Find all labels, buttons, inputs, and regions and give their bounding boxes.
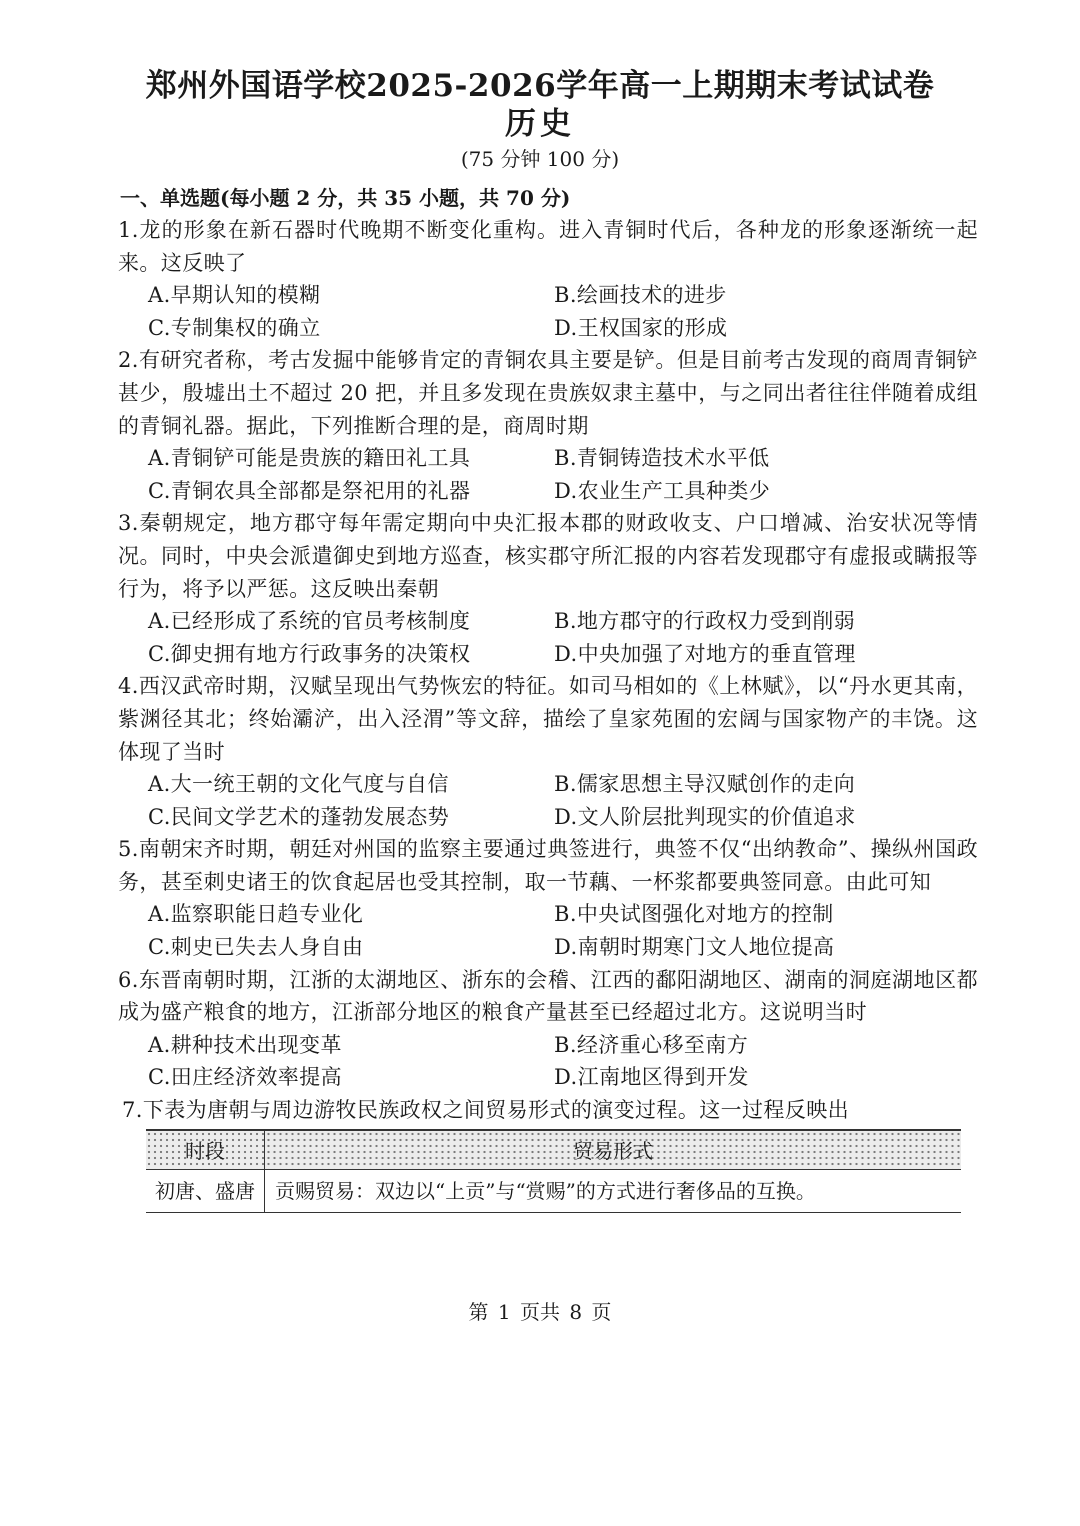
option-d: D.南朝时期寒门文人地位提高	[554, 935, 835, 960]
option-b: B.中央试图强化对地方的控制	[554, 902, 834, 927]
question-4	[118, 670, 978, 833]
option-grid	[148, 442, 978, 507]
option-b: B.儒家思想主导汉赋创作的走向	[554, 772, 856, 797]
question-stem: 5.南朝宋齐时期，朝廷对州国的监察主要通过典签进行，典签不仅“出纳教命”、操纵州国政务，甚至刺史诸王的饮食起居也受其控制，取一节藕、一杯浆都要典签同意。由此可知	[118, 837, 978, 894]
option-a: A.监察职能日趋专业化	[148, 902, 364, 927]
question-stem: 2.有研究者称，考古发掘中能够肯定的青铜农具主要是铲。但是目前考古发现的商周青铜铲甚少，殷墟出土不超过 20 把，并且多发现在贵族奴隶主墓中，与之同出者往往伴随着成组的青铜礼器。据此，下列推断合理的是，商周时期	[118, 348, 978, 438]
option-a: A.已经形成了系统的官员考核制度	[148, 609, 471, 634]
option-grid	[148, 898, 978, 963]
table-row	[146, 1169, 961, 1212]
option-c: C.民间文学艺术的蓬勃发展态势	[148, 804, 449, 829]
question-5	[118, 833, 978, 963]
question-7	[118, 1094, 978, 1213]
question-list	[118, 214, 978, 1213]
option-c: C.御史拥有地方行政事务的决策权	[148, 641, 471, 666]
question-2	[118, 344, 978, 507]
table-header-period: 时段	[146, 1130, 265, 1170]
question-stem: 4.西汉武帝时期，汉赋呈现出气势恢宏的特征。如司马相如的《上林赋》，以“丹水更其南，紫渊径其北；终始灞浐，出入泾渭”等文辞，描绘了皇家苑囿的宏阔与国家物产的丰饶。这体现了当时	[118, 674, 978, 764]
option-b: B.经济重心移至南方	[554, 1032, 749, 1057]
question-3	[118, 507, 978, 670]
section-heading: 一、单选题(每小题 2 分，共 35 小题，共 70 分)	[120, 186, 571, 210]
option-c: C.青铜农具全部都是祭祀用的礼器	[148, 478, 471, 503]
option-a: A.大一统王朝的文化气度与自信	[148, 772, 449, 797]
option-d: D.文人阶层批判现实的价值追求	[554, 804, 856, 829]
option-d: D.中央加强了对地方的垂直管理	[554, 641, 856, 666]
trade-forms-table	[146, 1129, 961, 1213]
question-stem: 6.东晋南朝时期，江浙的太湖地区、浙东的会稽、江西的鄱阳湖地区、湖南的洞庭湖地区都成为盛产粮食的地方，江浙部分地区的粮食产量甚至已经超过北方。这说明当时	[118, 967, 978, 1025]
option-b: B.青铜铸造技术水平低	[554, 446, 770, 471]
page-number: 第 1 页共 8 页	[468, 1300, 612, 1324]
option-c: C.刺史已失去人身自由	[148, 935, 364, 960]
option-c: C.田庄经济效率提高	[148, 1065, 342, 1090]
option-grid	[148, 1029, 978, 1094]
question-stem: 7.下表为唐朝与周边游牧民族政权之间贸易形式的演变过程。这一过程反映出	[122, 1098, 850, 1123]
option-d: D.江南地区得到开发	[554, 1065, 749, 1090]
option-b: B.地方郡守的行政权力受到削弱	[554, 609, 856, 634]
question-stem: 3.秦朝规定，地方郡守每年需定期向中央汇报本郡的财政收支、户口增减、治安状况等情况。同时，中央会派遣御史到地方巡查，核实郡守所汇报的内容若发现郡守有虚报或瞒报等行为，将予以严惩。这反映出秦朝	[118, 511, 978, 601]
question-6	[118, 964, 978, 1094]
option-a: A.青铜铲可能是贵族的籍田礼工具	[148, 446, 471, 471]
table-header-trade-form: 贸易形式	[265, 1130, 962, 1170]
exam-title: 郑州外国语学校2025-2026学年高一上期期末考试试卷	[145, 68, 935, 104]
table-cell-period: 初唐、盛唐	[146, 1169, 265, 1212]
table-cell-trade-form: 贡赐贸易：双边以“上贡”与“赏赐”的方式进行奢侈品的互换。	[265, 1169, 962, 1212]
option-a: A.耕种技术出现变革	[148, 1032, 342, 1057]
question-stem: 1.龙的形象在新石器时代晚期不断变化重构。进入青铜时代后，各种龙的形象逐渐统一起来。这反映了	[118, 218, 978, 275]
option-grid	[148, 605, 978, 670]
option-c: C.专制集权的确立	[148, 315, 321, 340]
option-a: A.早期认知的模糊	[148, 283, 321, 308]
option-grid	[148, 279, 978, 344]
table-header-row	[146, 1130, 961, 1170]
option-b: B.绘画技术的进步	[554, 283, 727, 308]
question-1	[118, 214, 978, 344]
option-d: D.王权国家的形成	[554, 315, 728, 340]
exam-subject: 历史	[505, 106, 575, 142]
exam-time-score: (75 分钟 100 分)	[460, 147, 620, 171]
option-grid	[148, 768, 978, 833]
option-d: D.农业生产工具种类少	[554, 478, 771, 503]
